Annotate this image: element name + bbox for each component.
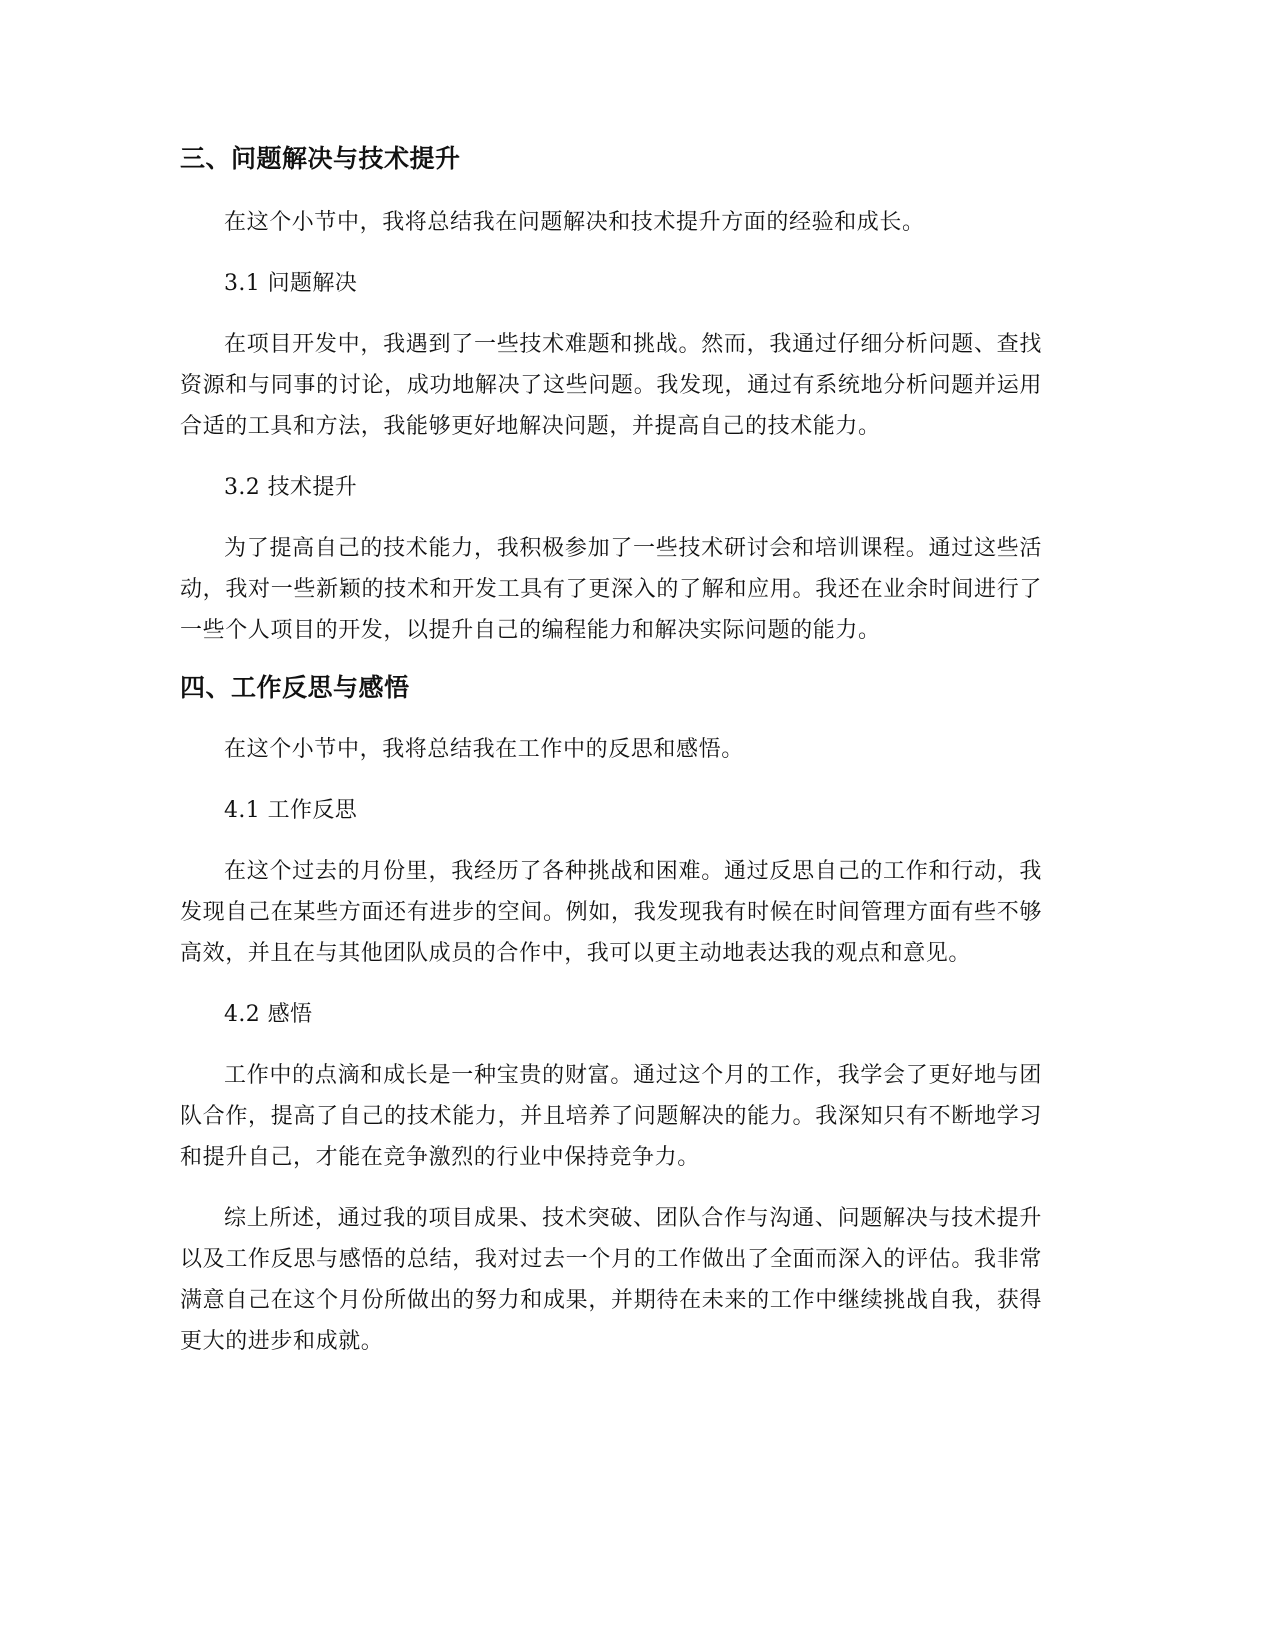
subsection-4-2-body: 工作中的点滴和成长是一种宝贵的财富。通过这个月的工作，我学会了更好地与团队合作，提高了自己的技术能力，并且培养了问题解决的能力。我深知只有不断地学习和提升自己，才能在竞争激烈的行业中保持竞争力。 xyxy=(180,1063,1042,1170)
subsection-3-1-title: 3.1 问题解决 xyxy=(224,271,358,296)
subsection-4-2-title: 4.2 感悟 xyxy=(224,1002,313,1027)
subsection-3-1-body: 在项目开发中，我遇到了一些技术难题和挑战。然而，我通过仔细分析问题、查找资源和与同事的讨论，成功地解决了这些问题。我发现，通过有系统地分析问题并运用合适的工具和方法，我能够更好地解决问题，并提高自己的技术能力。 xyxy=(180,332,1042,439)
subsection-4-1-body: 在这个过去的月份里，我经历了各种挑战和困难。通过反思自己的工作和行动，我发现自己在某些方面还有进步的空间。例如，我发现我有时候在时间管理方面有些不够高效，并且在与其他团队成员的合作中，我可以更主动地表达我的观点和意见。 xyxy=(180,859,1042,966)
section-3-heading: 三、问题解决与技术提升 xyxy=(180,144,461,173)
subsection-3-2-title: 3.2 技术提升 xyxy=(224,475,358,500)
section-3-intro: 在这个小节中，我将总结我在问题解决和技术提升方面的经验和成长。 xyxy=(224,210,925,235)
conclusion-paragraph: 综上所述，通过我的项目成果、技术突破、团队合作与沟通、问题解决与技术提升以及工作反思与感悟的总结，我对过去一个月的工作做出了全面而深入的评估。我非常满意自己在这个月份所做出的努力和成果，并期待在未来的工作中继续挑战自我，获得更大的进步和成就。 xyxy=(180,1206,1042,1354)
subsection-3-2-body: 为了提高自己的技术能力，我积极参加了一些技术研讨会和培训课程。通过这些活动，我对一些新颖的技术和开发工具有了更深入的了解和应用。我还在业余时间进行了一些个人项目的开发，以提升自己的编程能力和解决实际问题的能力。 xyxy=(180,536,1042,643)
section-4-intro: 在这个小节中，我将总结我在工作中的反思和感悟。 xyxy=(224,737,744,762)
document-page xyxy=(180,138,1042,1362)
section-4-heading: 四、工作反思与感悟 xyxy=(180,673,410,702)
subsection-4-1-title: 4.1 工作反思 xyxy=(224,798,358,823)
